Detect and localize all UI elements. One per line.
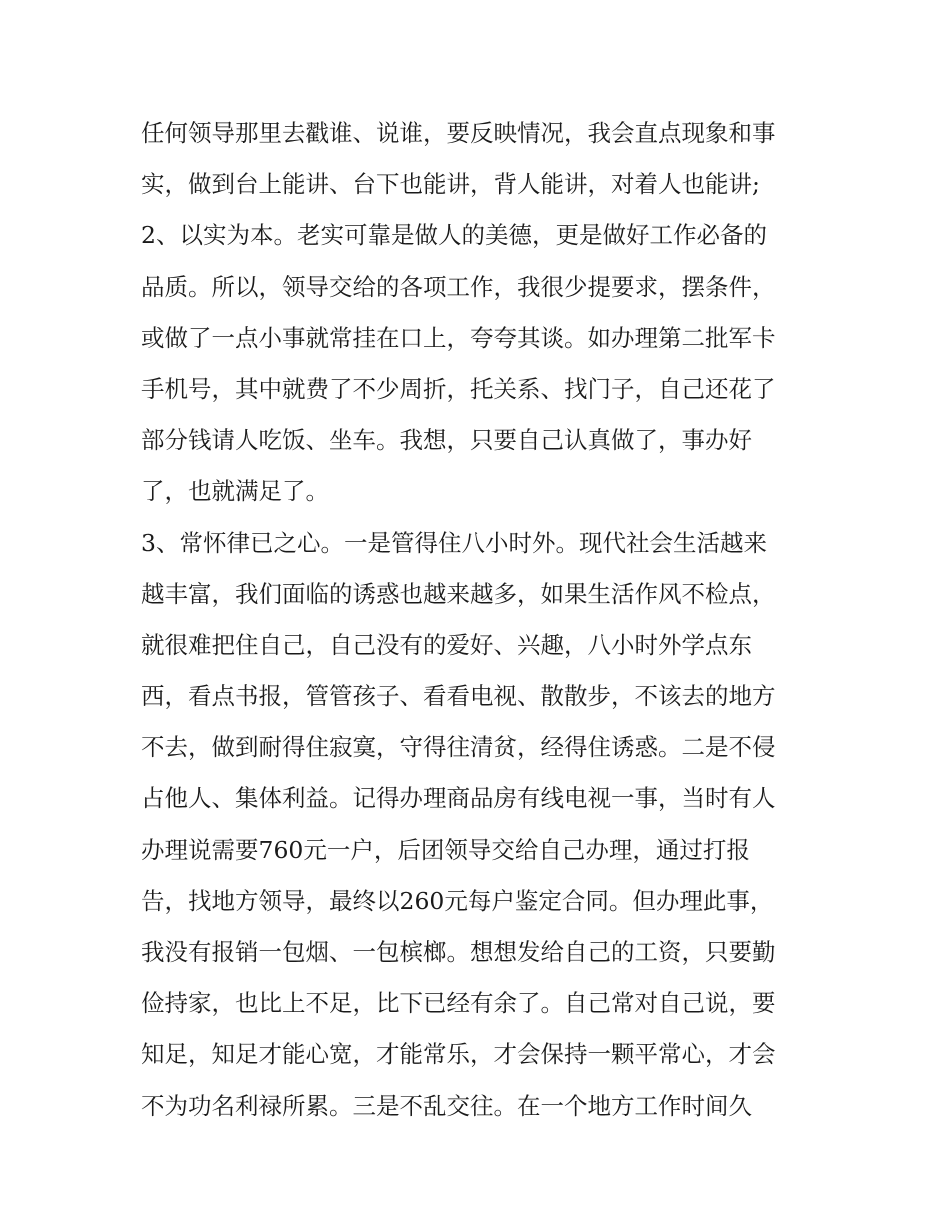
text-line: 越丰富，我们面临的诱惑也越来越多，如果生活作风不检点， bbox=[141, 579, 776, 608]
text-line: 或做了一点小事就常挂在口上，夸夸其谈。如办理第二批军卡 bbox=[141, 323, 776, 352]
text-line: 品质。所以，领导交给的各项工作，我很少提要求，摆条件， bbox=[141, 272, 776, 301]
text-line: 不去，做到耐得住寂寞，守得往清贫，经得住诱惑。二是不侵 bbox=[141, 733, 776, 762]
body-text bbox=[141, 108, 841, 1132]
text-line: 任何领导那里去戳谁、说谁，要反映情况，我会直点现象和事 bbox=[141, 119, 776, 147]
text-line: 2、以实为本。老实可靠是做人的美德，更是做好工作必备的 bbox=[141, 221, 767, 250]
text-line: 我没有报销一包烟、一包槟榔。想想发给自己的工资，只要勤 bbox=[141, 938, 776, 966]
text-line: 俭持家，也比上不足，比下已经有余了。自己常对自己说，要 bbox=[141, 989, 776, 1018]
text-line: 部分钱请人吃饭、坐车。我想，只要自己认真做了，事办好 bbox=[141, 426, 752, 455]
text-line: 3、常怀律已之心。一是管得住八小时外。现代社会生活越来 bbox=[141, 528, 767, 557]
text-line: 办理说需要760元一户，后团领导交给自己办理，通过打报 bbox=[141, 835, 750, 864]
text-line: 西，看点书报，管管孩子、看看电视、散散步，不该去的地方 bbox=[141, 682, 776, 711]
text-line: 实，做到台上能讲、台下也能讲，背人能讲，对着人也能讲; bbox=[141, 170, 760, 199]
text-line: 占他人、集体利益。记得办理商品房有线电视一事，当时有人 bbox=[141, 784, 776, 813]
text-line: 告，找地方领导，最终以260元每户鉴定合同。但办理此事， bbox=[141, 886, 774, 915]
text-line: 知足，知足才能心宽，才能常乐，才会保持一颗平常心，才会 bbox=[141, 1040, 776, 1069]
text-line: 不为功名利禄所累。三是不乱交往。在一个地方工作时间久 bbox=[141, 1091, 752, 1120]
text-line: 手机号，其中就费了不少周折，托关系、找门子，自己还花了 bbox=[141, 374, 776, 403]
text-line: 了，也就满足了。 bbox=[141, 477, 329, 506]
text-line: 就很难把住自己，自己没有的爱好、兴趣，八小时外学点东 bbox=[141, 630, 752, 659]
